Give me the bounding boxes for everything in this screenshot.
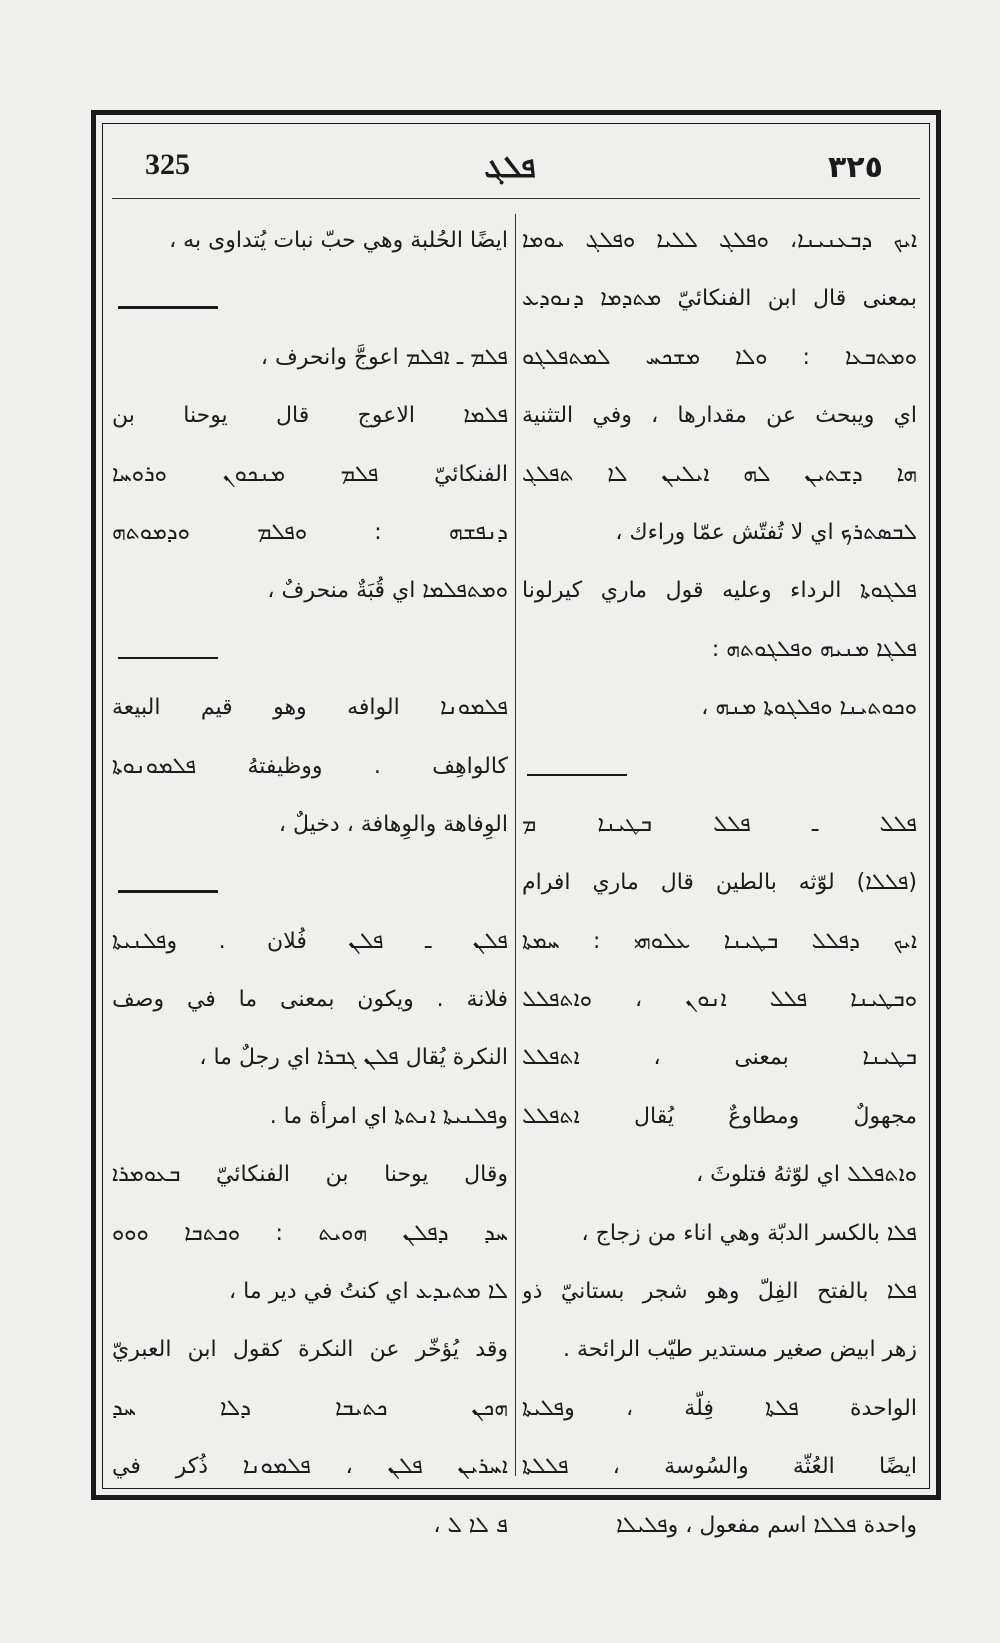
text-line: ايضًا العُثّة والسُوسة ، ܦܠܠܬܐ: [522, 1454, 917, 1480]
text-line: زهر ابيض صغير مستدير طيّب الرائحة .: [562, 1337, 917, 1363]
text-line: ܦܠܡ ـ ܐܦܠܡ اعوجَّ وانحرف ،: [260, 344, 508, 370]
text-line: ايضًا الحُلبة وهي حبّ نبات يُتداوى به ،: [169, 228, 508, 253]
text-line: ܘܟܘܬܝܢܐ ܘܦܠܓܘܬܐ ܡܢܗ ،: [701, 695, 917, 721]
separator-rule: [118, 890, 218, 893]
right-column: [522, 212, 917, 1555]
text-line: النكرة يُقال ܦܠܢ ܓܒܪܐ اي رجلٌ ما ،: [199, 1045, 508, 1071]
text-line: ܒܛܝܢܐ بمعنى ، ܐܬܦܠܠ: [522, 1045, 917, 1071]
entry-separator: [112, 621, 508, 679]
separator-rule: [527, 774, 627, 777]
text-line: ܚܕ ܕܦܠܢ ܗܘܝܬ : ܘܟܬܒܐ ܘܘܘ: [112, 1220, 508, 1246]
text-line: ܘܡܬܒܥܐ : ܘܠܐ ܡܫܟܚ ܠܡܬܦܠܓܘ: [522, 344, 917, 370]
entry-separator: [112, 854, 508, 912]
text-line: مجهولٌ ومطاوعٌ يُقال ܐܬܦܠܠ: [522, 1103, 917, 1129]
text-line: ܦܠܐ بالكسر الدبّة وهي اناء من زجاج ،: [581, 1220, 917, 1246]
text-line: ܦܠܓܐ ܡܢܝܗ ܘܦܠܓܘܬܗ :: [711, 636, 917, 662]
text-line: ܐܝܟ ܕܒܥܢܝܢܐ، ܘܦܠܓ ܠܠܝܐ ܘܦܠܓ ܝܘܡܐ: [522, 228, 917, 253]
separator-rule: [118, 306, 218, 309]
text-line: بمعنى قال ابن الفنكائيّ ܡܬܕܡܐ ܕܢܘܕܥ: [522, 286, 917, 312]
running-headword: ܦܠܓ: [484, 150, 536, 185]
text-line: كالواهِف . ووظيفتهُ ܦܠܡܘܢܘܬܐ: [112, 753, 508, 779]
header-rule: [112, 198, 920, 199]
text-line: ܗܟܢ ܟܬܝܒܐ ܕܠܐ ܚܕ: [112, 1395, 508, 1421]
entry-separator: [112, 270, 508, 328]
text-line: وقد يُؤخّر عن النكرة كقول ابن العبريّ: [112, 1337, 508, 1363]
text-line: ܦܠܡܐ الاعوج قال يوحنا بن: [112, 403, 508, 429]
text-line: ܐܚܪܝܢ ܦܠܢ ، ܦܠܡܘܢܐ ذُكر في: [112, 1454, 508, 1480]
page-number-arabic: ٣٢٥: [828, 150, 883, 185]
column-divider: [515, 214, 516, 1476]
entry-separator: [522, 738, 917, 796]
text-line: ܠܐ ܡܬܝܕܥ اي كنتُ في دير ما ،: [229, 1279, 508, 1305]
text-line: الوِفاهة والوِهافة ، دخيلٌ ،: [278, 811, 508, 837]
text-line: واحدة ܦܠܠܐ اسم مفعول ، وܦܠܝܠܐ: [616, 1512, 917, 1538]
text-line: وقال يوحنا بن الفنكائيّ ܒܥܘܡܪܐ: [112, 1162, 508, 1188]
text-line: ܐܝܟ ܕܦܠܠ ܒܛܝܢܐ ܥܠܘܗܝ : ܚܡܬܐ: [522, 928, 917, 954]
text-line: ܦܠܐ بالفتح الفِلّ وهو شجر بستانيّ ذو: [522, 1279, 917, 1305]
page-number-latin: 325: [145, 148, 190, 181]
text-line: ܘܐܬܦܠܠ اي لوّثهُ فتلوثَ ،: [696, 1162, 917, 1188]
text-line: الفنكائيّ ܦܠܡ ܡܢܟܘܢ ܘܪܘܚܐ: [112, 461, 508, 487]
text-line: وܦܠܢܝܬܐ ܐܢܬܬܐ اي امرأة ما .: [269, 1103, 508, 1129]
text-line: ܘܒܛܝܢܐ ܦܠܠ ܐܢܘܢ ، ܘܐܬܦܠܠ: [522, 987, 917, 1013]
text-line: ܗܐ ܕܫܬܝܢ ܠܗ ܐܝܠܝܢ ܠܐ ܬܦܠܓ: [522, 461, 917, 487]
text-line: ܦ ܠܐ ܠ ،: [433, 1512, 508, 1538]
text-line: اي ويبحث عن مقدارها ، وفي التثنية: [522, 403, 917, 429]
text-line: ܘܡܬܦܠܡܐ اي قُبَةٌ منحرفٌ ،: [267, 578, 508, 604]
left-column: [112, 212, 508, 1555]
text-line: ܦܠܠ ـ ܦܠܠ ܒܛܝܢܐ ܡ: [522, 811, 917, 837]
text-line: (ܦܠܠܐ) لوّثه بالطين قال ماري افرام: [522, 870, 917, 896]
text-line: ܦܠܢ ـ ܦܠܢ فُلان . وܦܠܢܝܬܐ: [112, 928, 508, 954]
text-line: الواحدة ܦܠܬܐ فِلّة ، وܦܠܝܬܐ: [522, 1395, 917, 1421]
text-line: فلانة . ويكون بمعنى ما في وصف: [112, 987, 508, 1013]
text-line: ܠܒܣܬܪܟ اي لا تُفتّش عمّا وراءك ،: [615, 519, 917, 545]
text-line: ܕܢܦܫܗ : ܘܦܠܡ ܘܕܡܘܬܗ: [112, 519, 508, 545]
text-line: ܦܠܡܘܢܐ الوافه وهو قيم البيعة: [112, 695, 508, 721]
text-line: ܦܠܓܘܬܐ الرداء وعليه قول ماري كيرلونا: [522, 578, 917, 604]
separator-rule: [118, 657, 218, 660]
